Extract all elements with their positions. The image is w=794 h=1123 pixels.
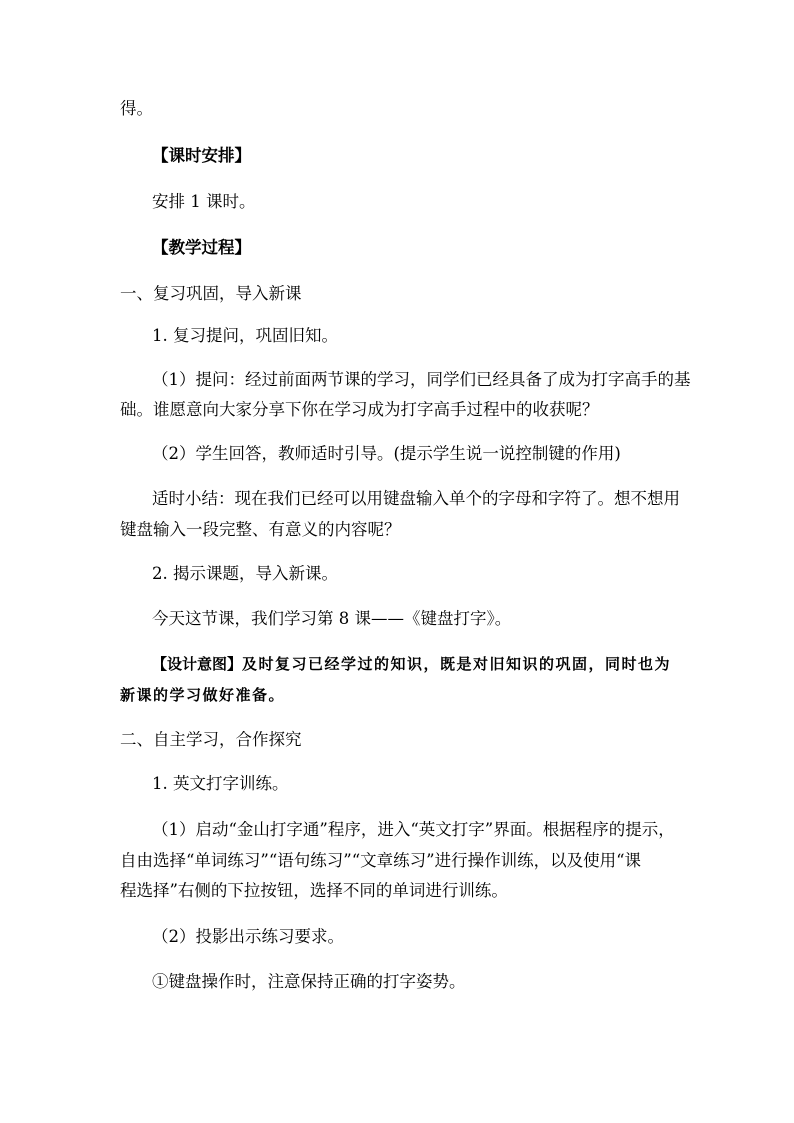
design-intent-line: 新课的学习做好准备。 [120, 686, 286, 704]
text-line: （2）学生回答，教师适时引导。(提示学生说一说控制键的作用) [152, 444, 621, 463]
text-line: 安排 1 课时。 [152, 192, 256, 211]
part-heading: 二、自主学习，合作探究 [120, 730, 302, 749]
text-line: 2. 揭示课题，导入新课。 [152, 564, 338, 583]
design-intent-line [152, 653, 671, 675]
section-heading: 【教学过程】 [152, 238, 251, 257]
text-line: 础。谁愿意向大家分享下你在学习成为打字高手过程中的收获呢？ [120, 400, 599, 419]
text-line: ①键盘操作时，注意保持正确的打字姿势。 [152, 972, 466, 991]
text-line: 今天这节课，我们学习第 8 课——《键盘打字》。 [152, 609, 512, 628]
text-line: 适时小结：现在我们已经可以用键盘输入单个的字母和字符了。想不想用 [152, 489, 680, 508]
design-intent-text: 及时复习已经学过的知识，既是对旧知识的巩固，同时也为 [242, 655, 672, 673]
text-line: 自由选择“单词练习”“语句练习”“文章练习”进行操作训练，以及使用“课 [120, 851, 642, 870]
part-heading: 一、复习巩固，导入新课 [120, 284, 302, 303]
section-heading: 【课时安排】 [152, 146, 251, 165]
design-intent-tag: 【设计意图】 [152, 655, 243, 673]
text-line: 程选择”右侧的下拉按钮，选择不同的单词进行训练。 [120, 881, 508, 900]
text-line: （1）提问：经过前面两节课的学习，同学们已经具备了成为打字高手的基 [152, 370, 691, 389]
text-line: 得。 [120, 99, 153, 118]
text-line: （1）启动“金山打字通”程序，进入“英文打字”界面。根据程序的提示， [152, 820, 675, 839]
text-line: 1. 英文打字训练。 [152, 774, 289, 793]
text-line: 1. 复习提问，巩固旧知。 [152, 326, 338, 345]
text-line: 键盘输入一段完整、有意义的内容呢？ [120, 520, 401, 539]
text-line: （2）投影出示练习要求。 [152, 927, 344, 946]
